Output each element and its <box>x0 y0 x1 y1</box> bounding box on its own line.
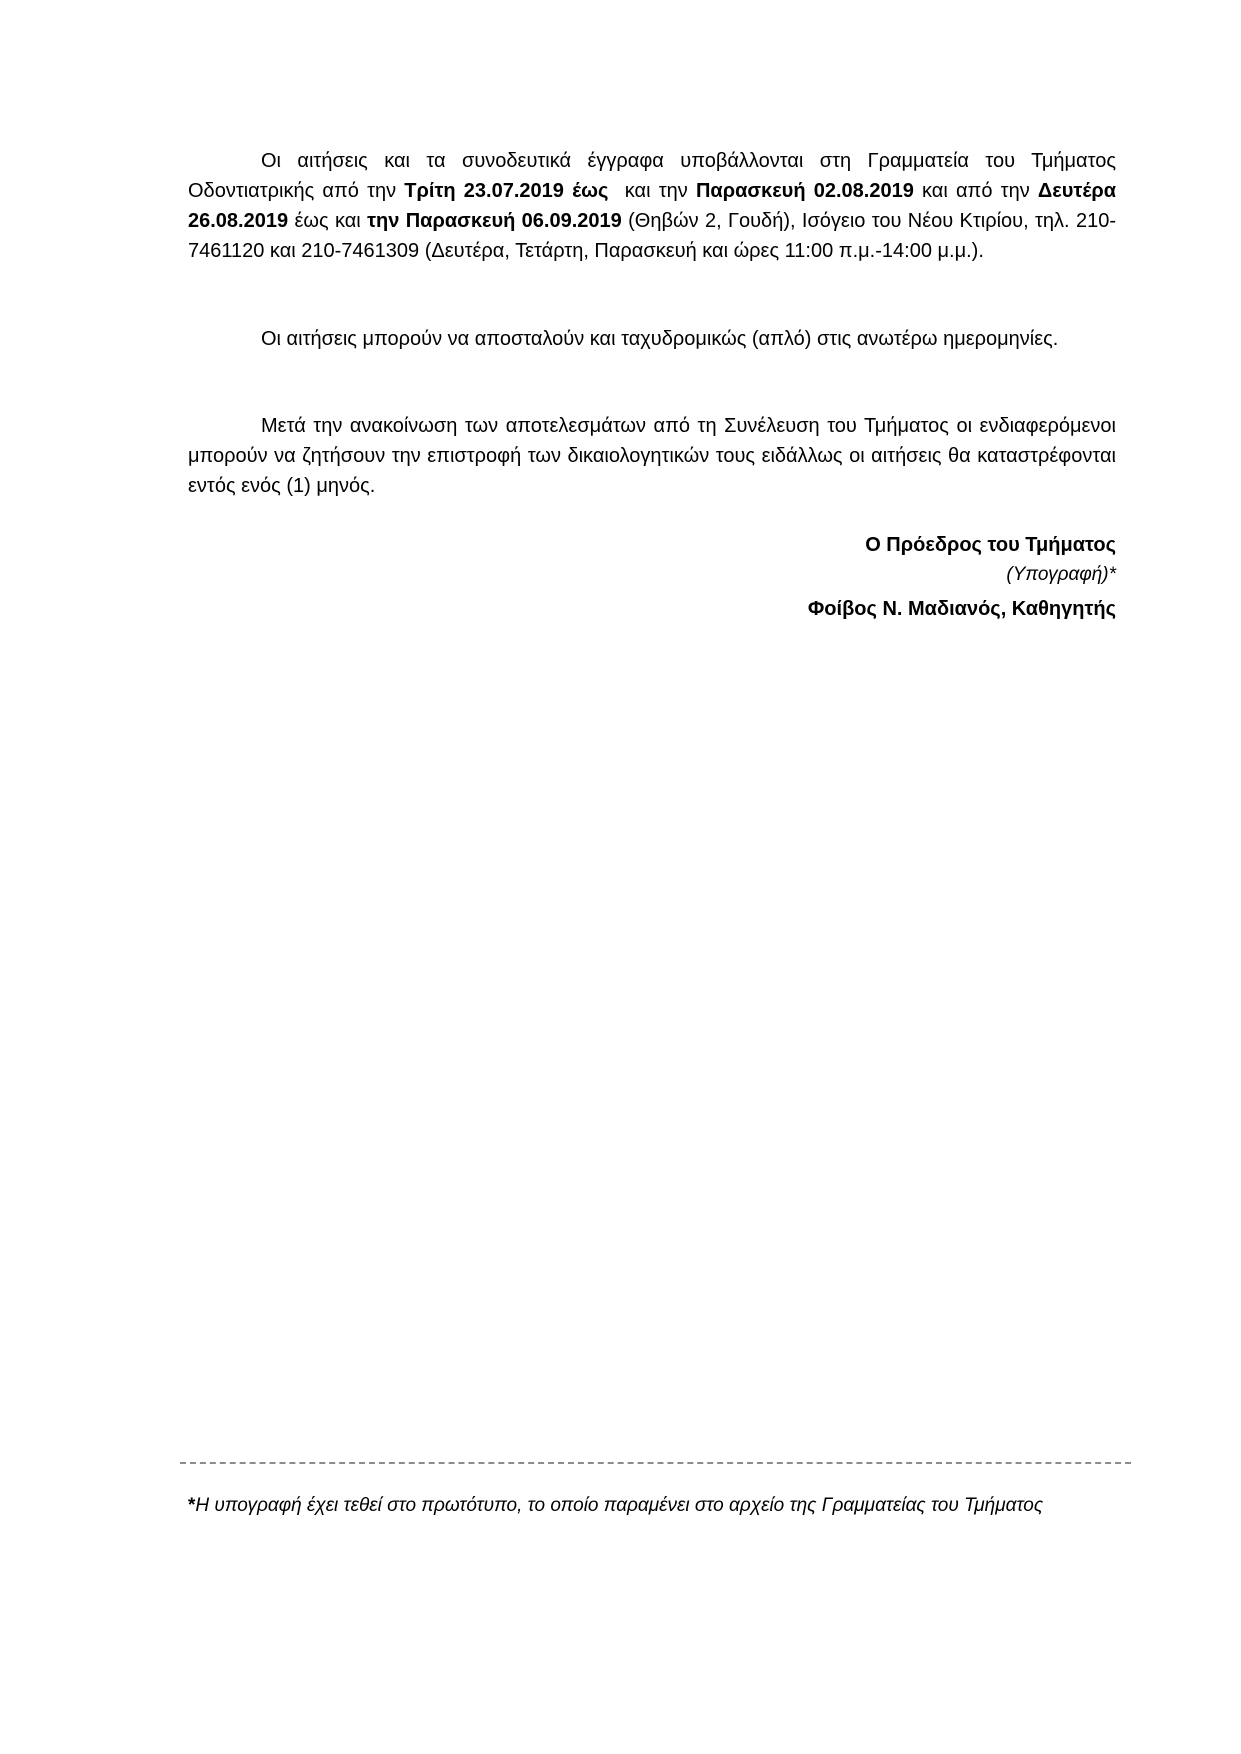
signature-title: Ο Πρόεδρος του Τμήματος <box>865 534 1116 556</box>
bold-date: την Παρασκευή 06.09.2019 <box>367 210 622 232</box>
footnote-text: Η υπογραφή έχει τεθεί στο πρωτότυπο, το οποίο παραμένει στο αρχείο της Γραμματείας του Τμήματος <box>195 1495 1044 1516</box>
bold-date: Παρασκευή 02.08.2019 <box>695 180 914 202</box>
footnote <box>188 1487 1116 1524</box>
paragraph-text: Οι αιτήσεις και τα συνοδευτικά έγγραφα υποβάλλονται στη Γραμματεία του Τμήματος Οδοντιατρικής από την <box>188 150 1116 202</box>
paragraph-document-return: Μετά την ανακοίνωση των αποτελεσμάτων από τη Συνέλευση του Τμήματος οι ενδιαφερόμενοι μπορούν να ζητήσουν την επιστροφή των δικαιολογητικών τους ειδάλλως οι αιτήσεις θα καταστρέφονται εντός ενός (1) μηνός. <box>188 415 1116 497</box>
bold-date: Δευτέρα 26.08.2019 <box>188 180 1117 232</box>
footnote-marker: * <box>188 1495 196 1516</box>
signatory-name: Φοίβος Ν. Μαδιανός, Καθηγητής <box>807 598 1116 620</box>
paragraph-text: (Θηβών 2, Γουδή), Ισόγειο του Νέου Κτιρίου, τηλ. 210-7461120 και 210-7461309 (Δευτέρα, Τετάρτη, Παρασκευή και ώρες 11:00 π.μ.-14:00 μ.μ.). <box>188 210 1116 262</box>
signature-block <box>588 530 1116 624</box>
paragraph-submission-dates <box>188 146 1116 266</box>
signature-note: (Υπογραφή)* <box>1006 564 1116 585</box>
paragraph-text: και από την <box>913 180 1038 202</box>
paragraph-text: και την <box>608 180 696 202</box>
bold-date: Τρίτη 23.07.2019 έως <box>404 180 609 202</box>
footnote-divider <box>180 1462 1131 1464</box>
paragraph-text: έως και <box>288 210 368 232</box>
paragraph-postal-submission: Οι αιτήσεις μπορούν να αποσταλούν και ταχυδρομικώς (απλό) στις ανωτέρω ημερομηνίες. <box>261 328 1059 350</box>
